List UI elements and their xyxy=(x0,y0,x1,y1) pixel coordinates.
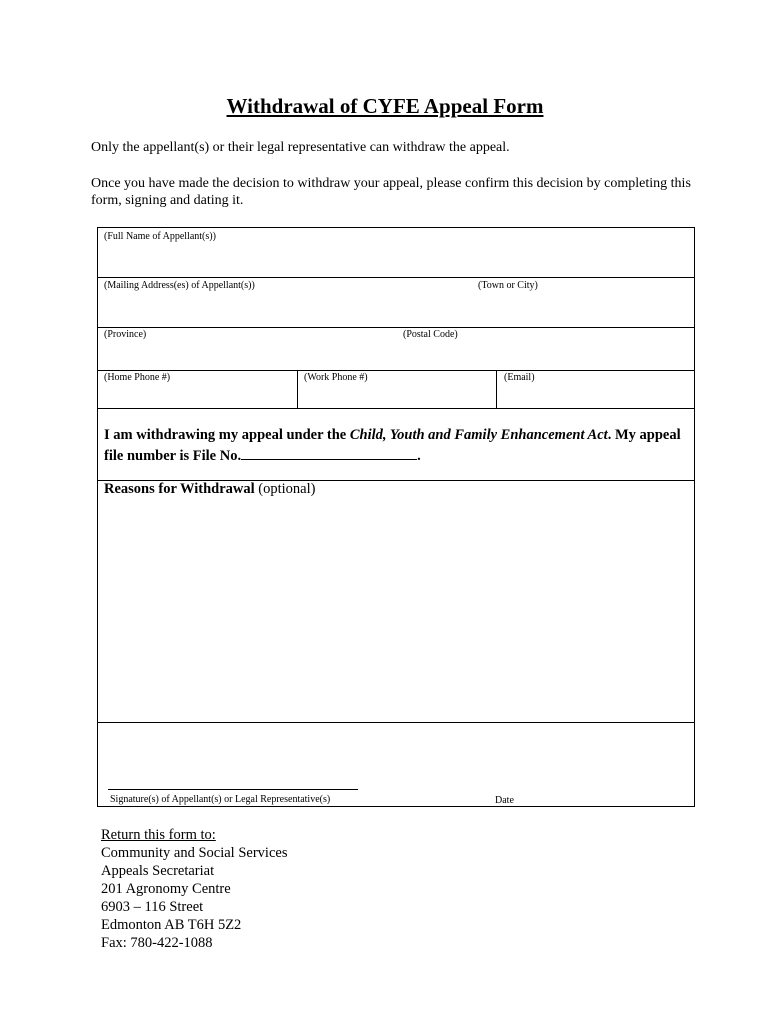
town-city-field[interactable]: (Town or City) xyxy=(478,280,538,291)
row-divider xyxy=(98,722,694,723)
row-divider xyxy=(98,327,694,328)
signature-line[interactable] xyxy=(108,789,358,790)
address-line: Appeals Secretariat xyxy=(101,863,215,879)
home-phone-field[interactable]: (Home Phone #) xyxy=(104,372,171,383)
mailing-address-field[interactable]: (Mailing Address(es) of Appellant(s)) xyxy=(104,280,255,291)
full-name-field[interactable]: (Full Name of Appellant(s)) xyxy=(104,231,216,242)
address-line: Community and Social Services xyxy=(101,845,288,861)
intro-text-2: Once you have made the decision to withdraw your appeal, please confirm this decision by completing this form, signing and dating it. xyxy=(91,176,691,208)
column-divider xyxy=(496,370,497,408)
reasons-label: Reasons for Withdrawal (optional) xyxy=(104,481,316,497)
withdrawal-form xyxy=(97,227,695,807)
file-number-field[interactable] xyxy=(241,445,417,460)
act-name: Child, Youth and Family Enhancement Act xyxy=(349,427,608,443)
return-address xyxy=(101,826,287,952)
signature-label: Signature(s) of Appellant(s) or Legal Representative(s) xyxy=(110,794,331,805)
address-line: 6903 – 116 Street xyxy=(101,899,204,915)
fax-line: Fax: 780-422-1088 xyxy=(101,935,213,951)
column-divider xyxy=(297,370,298,408)
row-divider xyxy=(98,408,694,409)
row-divider xyxy=(98,277,694,278)
address-line: 201 Agronomy Centre xyxy=(101,881,231,897)
intro-text-1: Only the appellant(s) or their legal representative can withdraw the appeal. xyxy=(91,140,510,155)
return-header: Return this form to: xyxy=(101,827,216,843)
declaration-statement: I am withdrawing my appeal under the Child, Youth and Family Enhancement Act. My appeal file number is File No. . xyxy=(104,427,681,464)
postal-code-field[interactable]: (Postal Code) xyxy=(403,329,458,340)
province-field[interactable]: (Province) xyxy=(104,329,147,340)
page-title: Withdrawal of CYFE Appeal Form xyxy=(226,94,544,118)
date-label: Date xyxy=(495,795,514,806)
work-phone-field[interactable]: (Work Phone #) xyxy=(304,372,368,383)
email-field[interactable]: (Email) xyxy=(504,372,535,383)
row-divider xyxy=(98,370,694,371)
address-line: Edmonton AB T6H 5Z2 xyxy=(101,917,242,933)
